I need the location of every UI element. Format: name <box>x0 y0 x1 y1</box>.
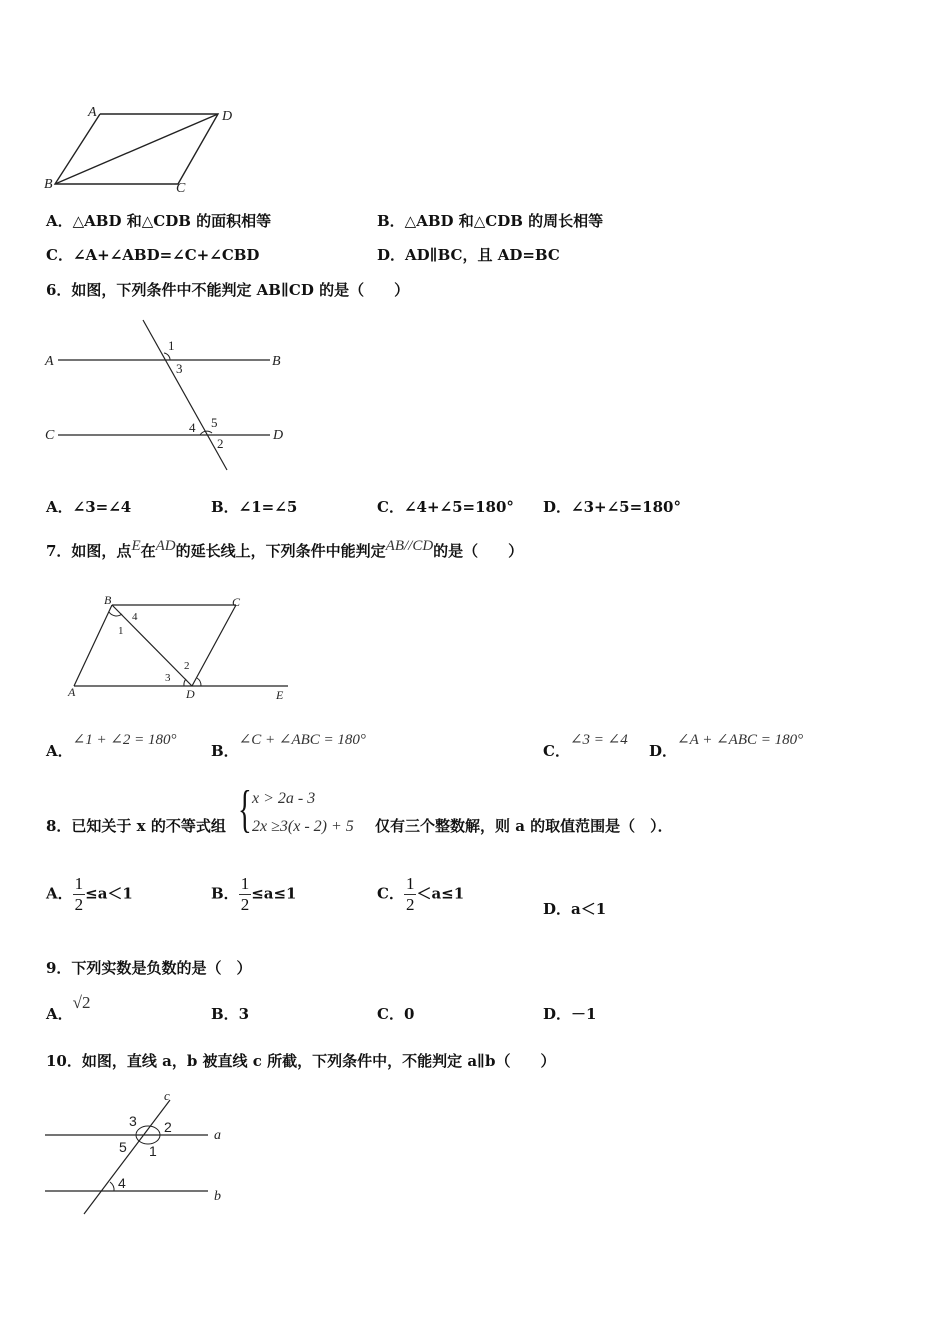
q7-label-b: B <box>104 593 112 607</box>
q6-parallel-lines-figure <box>40 315 300 475</box>
q8-option-c-rest: ＜a≤1 <box>416 884 465 903</box>
q8-option-a-label: A． <box>46 884 73 903</box>
q10-angle-3: 3 <box>129 1113 137 1129</box>
q7-parallelogram-figure <box>60 592 300 707</box>
q5-parallelogram-figure <box>40 100 250 200</box>
q10-angle-1: 1 <box>149 1143 157 1159</box>
q8-option-a-frac-den: 2 <box>74 895 84 914</box>
q7-option-c-label: C． <box>543 742 570 760</box>
q6-option-b[interactable]: B．∠1=∠5 <box>211 498 298 516</box>
q5-label-d: D <box>222 109 233 124</box>
q9-option-c[interactable]: C．0 <box>377 1005 415 1023</box>
q6-transversal <box>143 320 227 470</box>
q9-option-a-label: A． <box>46 1005 73 1023</box>
q6-angle-1: 1 <box>168 338 175 353</box>
q7-label-d: D <box>186 687 195 701</box>
q8-option-c-frac-num: 1 <box>405 874 415 893</box>
q8-system-brace: { <box>238 781 252 838</box>
q8-option-b-fraction <box>239 874 252 915</box>
q7-option-d-math: ∠A + ∠ABC = 180° <box>677 732 804 748</box>
q7-stem-prefix: 7．如图，点 <box>46 542 132 560</box>
q7-option-a-math: ∠1 + ∠2 = 180° <box>72 732 177 748</box>
q7-option-a[interactable] <box>46 728 177 760</box>
q9-stem: 9．下列实数是负数的是（ ） <box>46 959 252 977</box>
q9-option-d[interactable]: D．－1 <box>543 1005 597 1023</box>
q8-option-a[interactable] <box>46 874 133 915</box>
q8-option-b[interactable] <box>211 874 296 915</box>
q5-diagonal-bd <box>55 114 218 184</box>
q8-option-b-frac-num: 1 <box>240 874 250 893</box>
q8-option-b-frac-den: 2 <box>240 895 250 914</box>
q8-system-line-1: x > 2a - 3 <box>252 790 316 807</box>
q7-option-d-label: D． <box>649 742 678 760</box>
q6-angle-2: 2 <box>217 436 224 451</box>
q5-label-b: B <box>44 177 53 192</box>
q8-option-c[interactable] <box>377 874 464 915</box>
q8-option-a-rest: ≤a＜1 <box>85 884 133 903</box>
q8-option-b-label: B． <box>211 884 239 903</box>
q7-label-e: E <box>276 688 284 702</box>
q8-system-line-2: 2x ≥3(x - 2) + 5 <box>252 818 354 835</box>
q7-stem-parallel: AB//CD <box>385 538 434 554</box>
q10-transversal-figure <box>40 1088 240 1218</box>
q8-option-c-frac-den: 2 <box>405 895 415 914</box>
q7-option-c[interactable] <box>543 728 628 760</box>
q8-option-a-frac-num: 1 <box>74 874 84 893</box>
q7-stem-mid2: 的延长线上，下列条件中能判定 <box>175 542 386 560</box>
q7-option-a-label: A． <box>46 742 73 760</box>
q6-option-d[interactable]: D．∠3+∠5=180° <box>543 498 681 516</box>
q7-option-b-label: B． <box>211 742 239 760</box>
q7-angle-2: 2 <box>184 660 190 672</box>
q6-label-a: A <box>45 354 54 369</box>
q7-stem <box>46 540 523 561</box>
q5-label-c: C <box>176 181 186 196</box>
q7-stem-point-e: E <box>131 538 141 554</box>
q10-angle-arc-b <box>110 1182 114 1191</box>
q7-option-d[interactable] <box>649 728 804 760</box>
q6-option-a[interactable]: A．∠3=∠4 <box>46 498 132 516</box>
q7-option-b-math: ∠C + ∠ABC = 180° <box>238 732 366 748</box>
q6-angle-5: 5 <box>211 415 218 430</box>
q7-stem-ad: AD <box>155 538 176 554</box>
q10-line-c <box>84 1100 170 1214</box>
q7-angle-4: 4 <box>132 611 138 623</box>
q7-label-a: A <box>68 685 76 699</box>
q10-label-b: b <box>214 1189 221 1204</box>
q10-stem: 10．如图，直线 a，b 被直线 c 所截，下列条件中，不能判定 a∥b（ ） <box>46 1052 556 1070</box>
q5-option-a[interactable]: A．△ABD 和△CDB 的面积相等 <box>46 212 272 230</box>
q7-stem-mid1: 在 <box>140 542 156 560</box>
q8-stem-prefix: 8．已知关于 x 的不等式组 <box>46 817 226 835</box>
q9-option-a-sqrt: √2 <box>72 993 91 1012</box>
q5-option-b[interactable]: B．△ABD 和△CDB 的周长相等 <box>377 212 604 230</box>
q7-option-c-math: ∠3 = ∠4 <box>569 732 628 748</box>
q8-option-a-fraction <box>73 874 86 915</box>
q7-label-c: C <box>232 595 241 609</box>
q10-angle-4: 4 <box>118 1175 126 1191</box>
q6-stem: 6．如图，下列条件中不能判定 AB∥CD 的是（ ） <box>46 281 410 299</box>
q9-option-a[interactable] <box>46 992 91 1023</box>
q10-angle-5: 5 <box>119 1139 127 1155</box>
q7-angle-1: 1 <box>118 625 124 637</box>
q7-stem-suffix: 的是（ ） <box>433 542 524 560</box>
q5-option-c[interactable]: C．∠A+∠ABD=∠C+∠CBD <box>46 246 260 264</box>
q7-line-bd <box>112 605 192 686</box>
q7-option-b[interactable] <box>211 728 366 760</box>
q8-option-b-rest: ≤a≤1 <box>251 884 297 903</box>
q10-angle-2: 2 <box>164 1119 172 1135</box>
q8-option-c-fraction <box>404 874 417 915</box>
q5-option-d[interactable]: D．AD∥BC，且 AD=BC <box>377 246 560 264</box>
q8-option-d[interactable]: D．a＜1 <box>543 900 607 918</box>
q5-label-a: A <box>88 105 97 120</box>
q7-line-ab <box>74 605 112 686</box>
q6-label-b: B <box>272 354 281 369</box>
q10-label-a: a <box>214 1128 221 1143</box>
q7-line-cd <box>192 605 236 686</box>
q6-label-c: C <box>45 428 55 443</box>
q7-angle-3: 3 <box>165 672 171 684</box>
q6-angle-4: 4 <box>189 420 196 435</box>
q8-stem-suffix: 仅有三个整数解，则 a 的取值范围是（ ）． <box>375 817 673 835</box>
q8-inequality-system <box>238 781 378 842</box>
q6-label-d: D <box>273 428 284 443</box>
q10-label-c: c <box>164 1088 170 1103</box>
q8-option-c-label: C． <box>377 884 404 903</box>
q6-option-c[interactable]: C．∠4+∠5=180° <box>377 498 514 516</box>
q6-angle-3: 3 <box>176 361 183 376</box>
q9-option-b[interactable]: B．3 <box>211 1005 250 1023</box>
